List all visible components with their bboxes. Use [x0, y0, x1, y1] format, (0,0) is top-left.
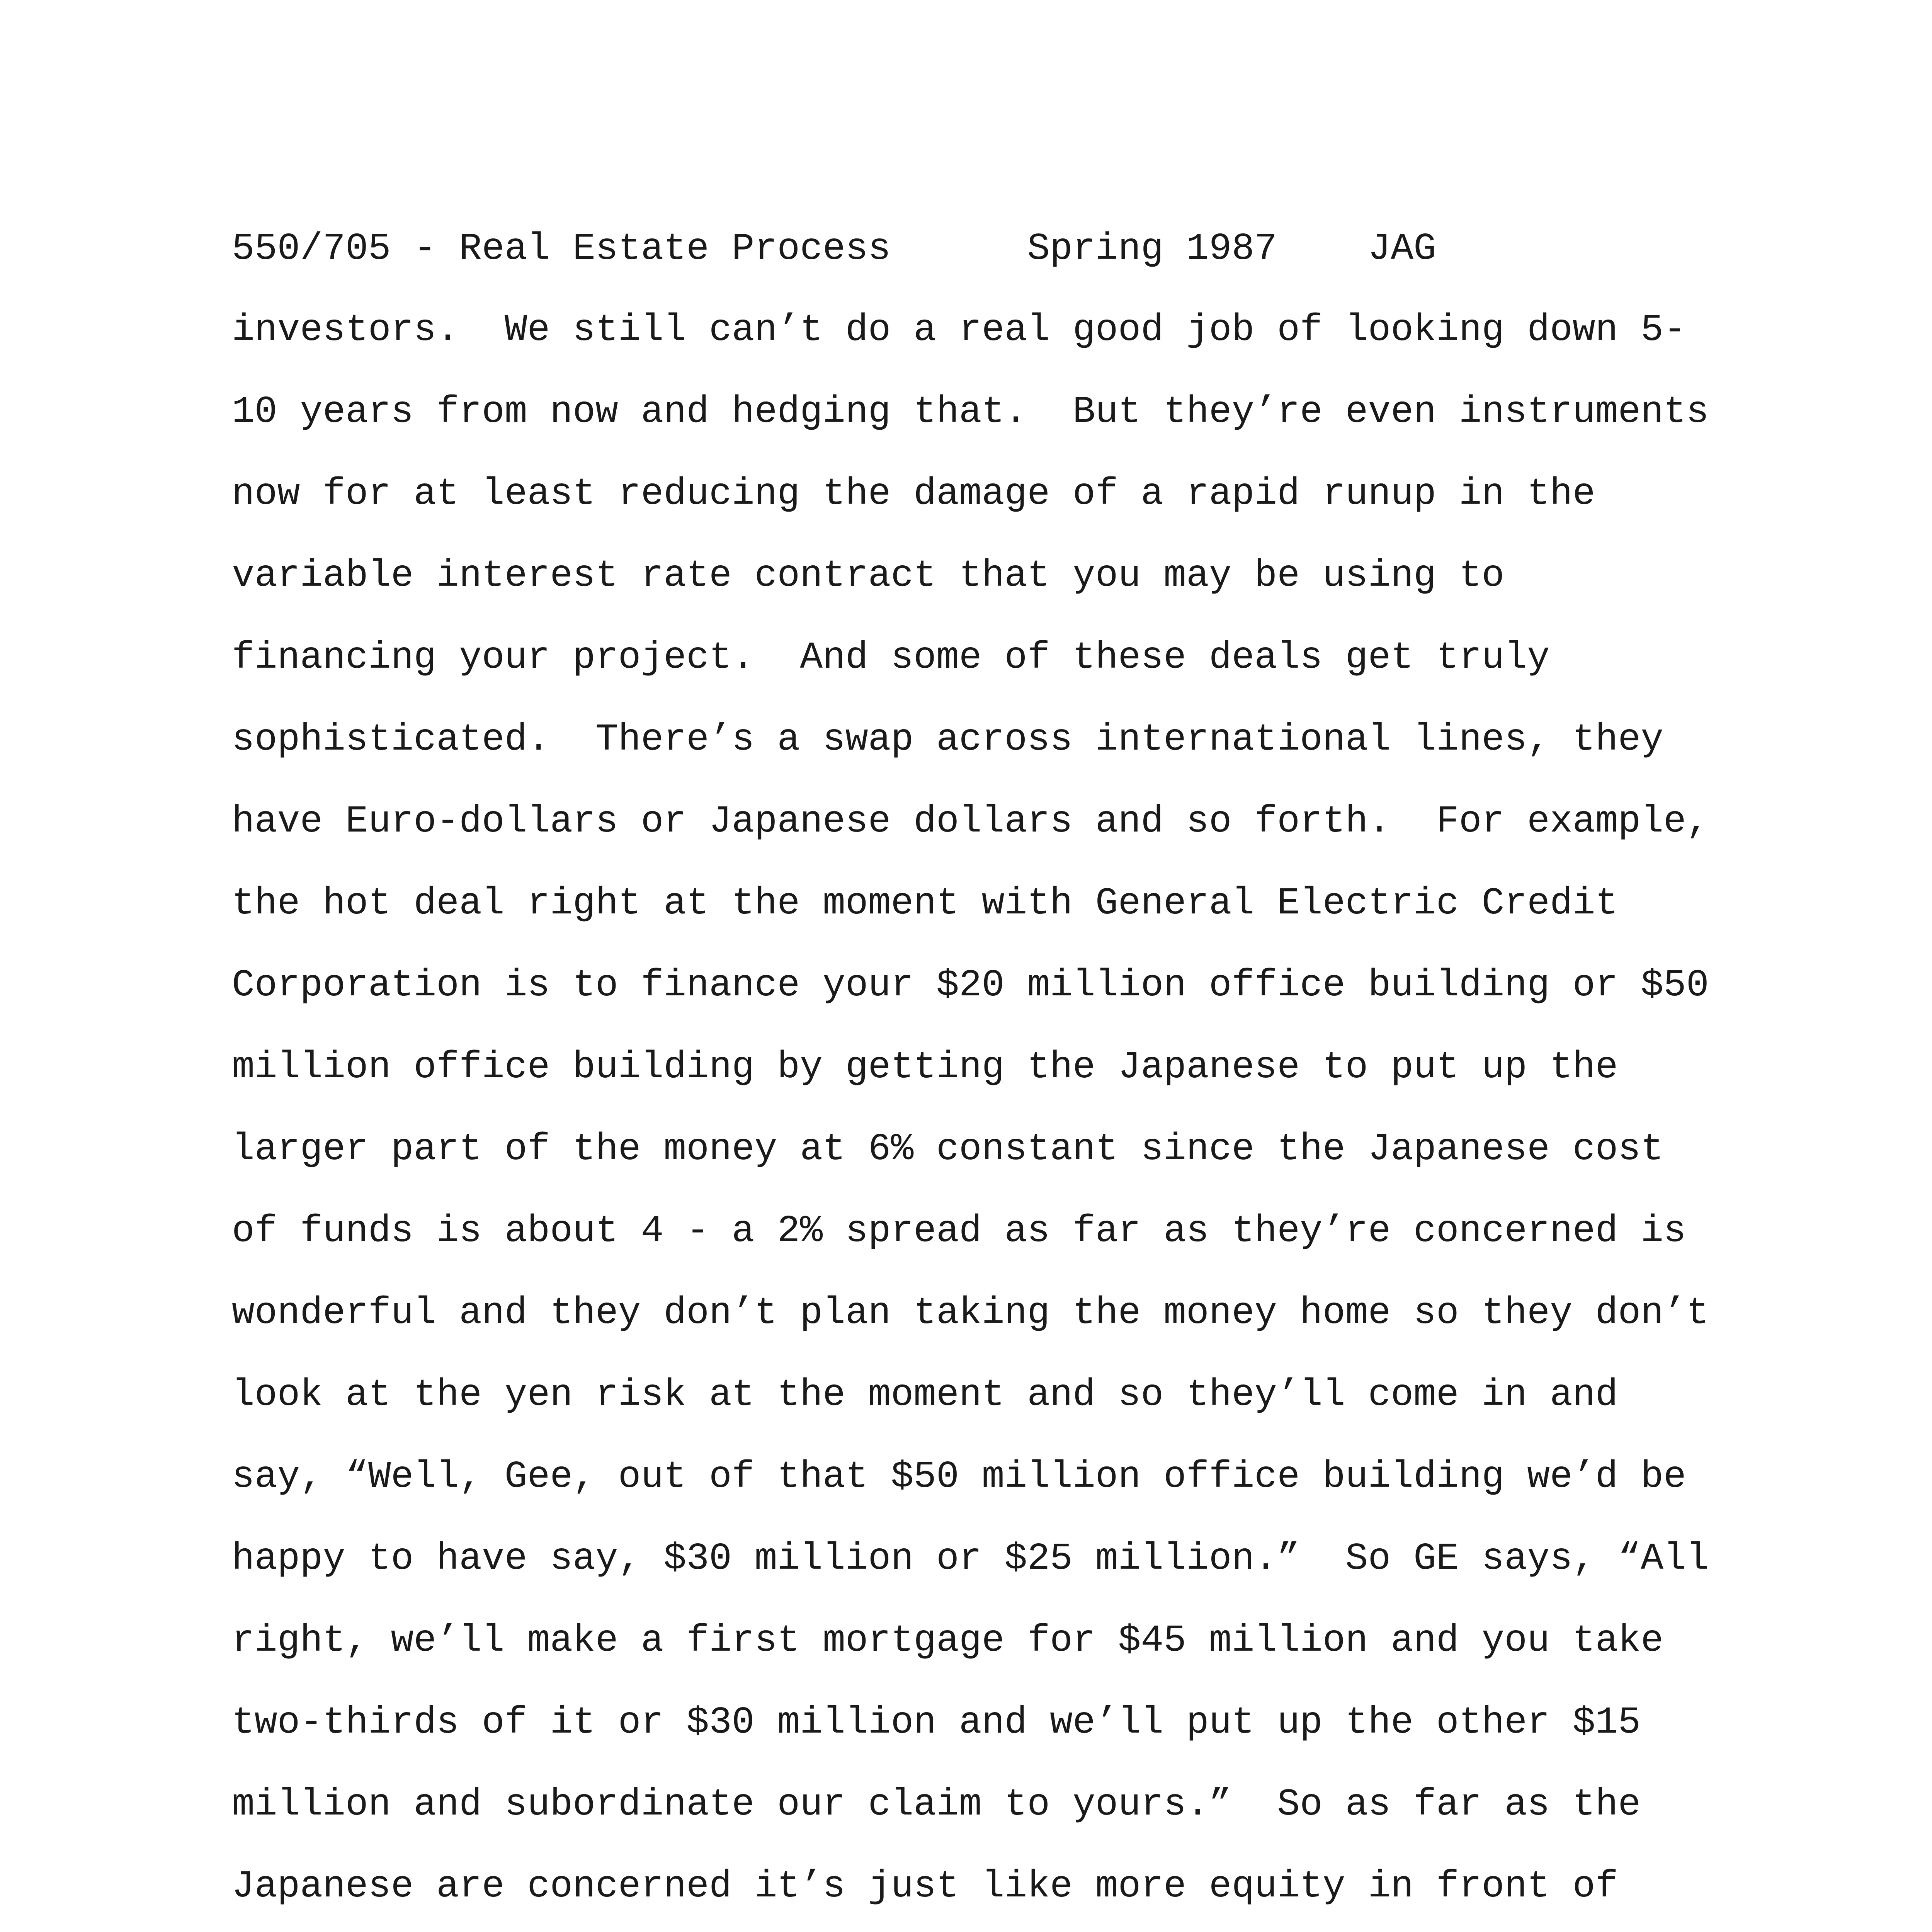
text-line: wonderful and they don’t plan taking the money home so they don’t [232, 1292, 1709, 1335]
text-line: have Euro-dollars or Japanese dollars and so forth. For example, [232, 800, 1709, 843]
text-line: happy to have say, $30 million or $25 million.” So GE says, “All [232, 1537, 1709, 1580]
text-line: two-thirds of it or $30 million and we’ll put up the other $15 [232, 1701, 1641, 1744]
text-line: variable interest rate contract that you may be using to [232, 554, 1505, 597]
text-line: financing your project. And some of these deals get truly [232, 636, 1550, 679]
body-text [232, 307, 1816, 1932]
text-line: million and subordinate our claim to yours.” So as far as the [232, 1783, 1641, 1826]
page-header: 550/705 - Real Estate Process Spring 1987 JAG [232, 228, 1436, 270]
text-line: investors. We still can’t do a real good job of looking down 5- [232, 309, 1686, 352]
text-line: Japanese are concerned it’s just like more equity in front of [232, 1865, 1618, 1908]
text-line: the hot deal right at the moment with General Electric Credit [232, 882, 1618, 925]
text-line: 10 years from now and hedging that. But they’re even instruments [232, 391, 1709, 434]
text-line: of funds is about 4 - a 2% spread as far as they’re concerned is [232, 1210, 1686, 1253]
text-line: sophisticated. There’s a swap across international lines, they [232, 718, 1664, 761]
text-line: larger part of the money at 6% constant since the Japanese cost [232, 1128, 1664, 1171]
text-line: look at the yen risk at the moment and so they’ll come in and [232, 1374, 1618, 1417]
text-line: Corporation is to finance your $20 million office building or $50 [232, 964, 1709, 1007]
text-line: say, “Well, Gee, out of that $50 million office building we’d be [232, 1456, 1686, 1498]
text-line: right, we’ll make a first mortgage for $45 million and you take [232, 1619, 1664, 1662]
text-line: now for at least reducing the damage of a rapid runup in the [232, 473, 1595, 515]
text-line: million office building by getting the Japanese to put up the [232, 1046, 1618, 1089]
